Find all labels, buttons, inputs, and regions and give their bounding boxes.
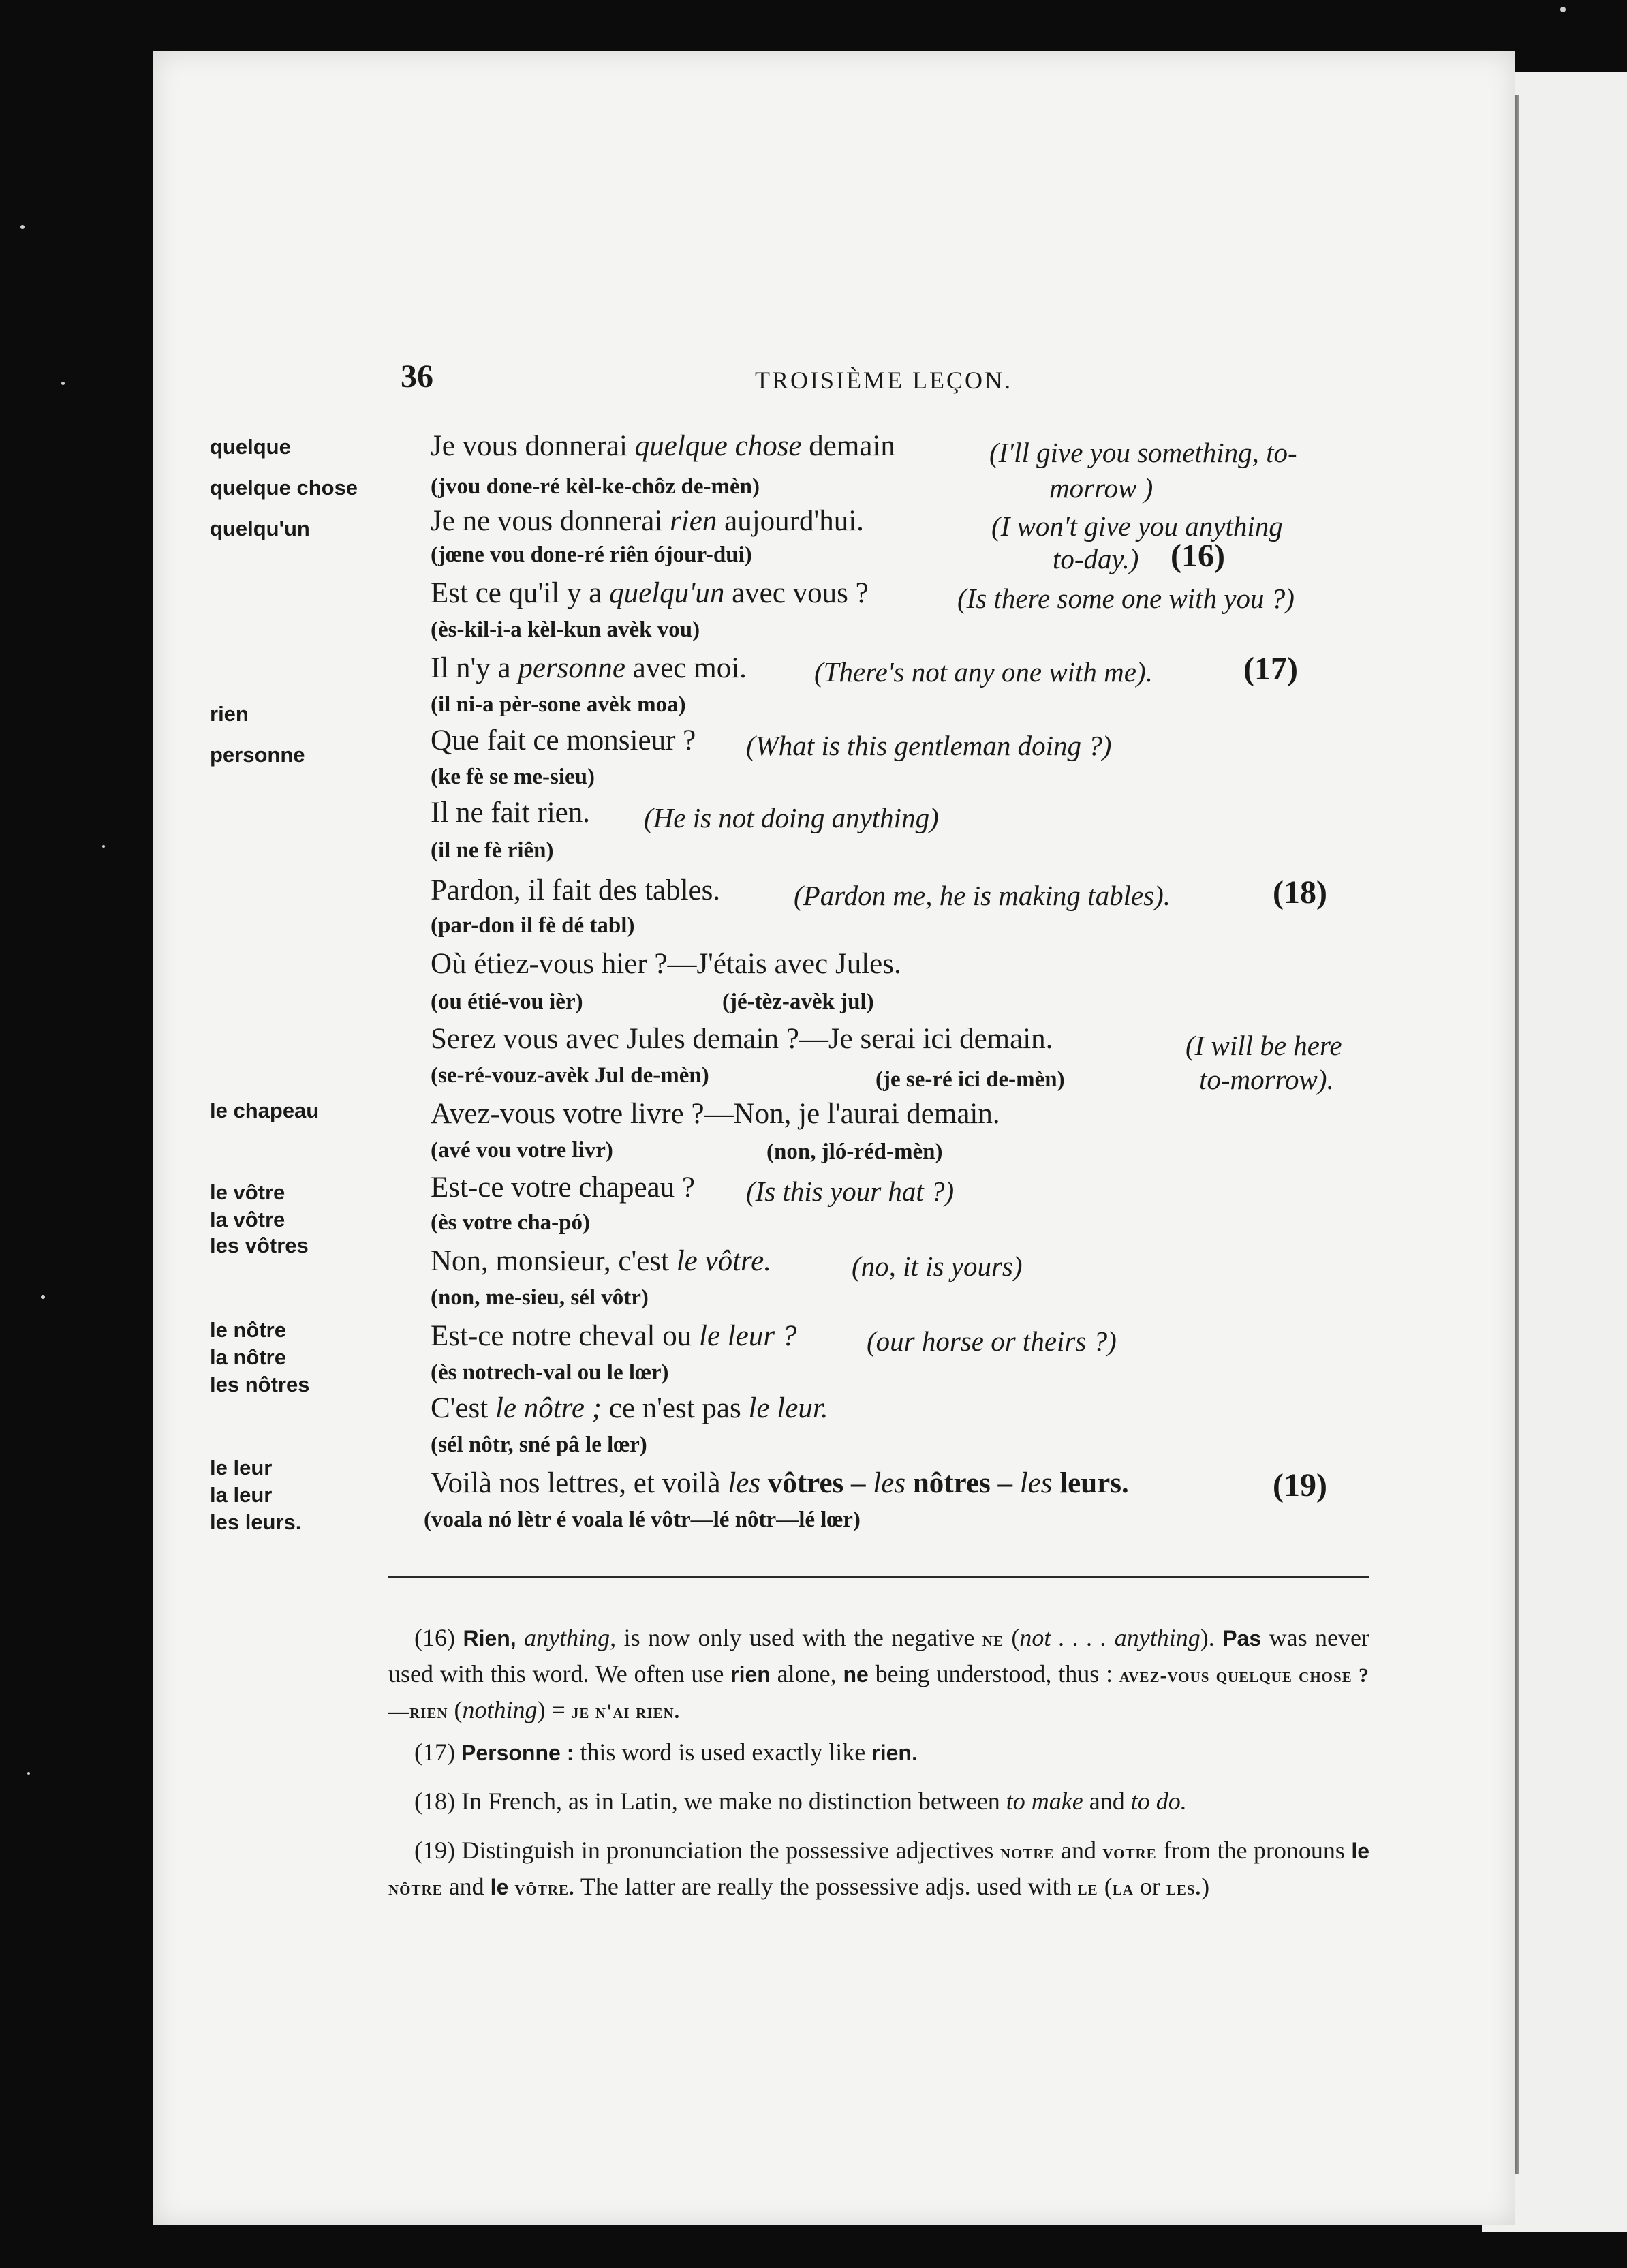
margin-term: quelque xyxy=(210,435,291,459)
margin-term: personne xyxy=(210,743,305,767)
french-sentence: Est-ce notre cheval ou le leur ? xyxy=(431,1320,797,1352)
french-sentence: Voilà nos lettres, et voilà les vôtres – les nôtres – les leurs. xyxy=(431,1467,1129,1499)
english-gloss: (There's not any one with me). xyxy=(814,656,1153,688)
english-gloss: (He is not doing anything) xyxy=(644,802,939,833)
french-sentence: Je vous donnerai quelque chose demain xyxy=(431,430,895,462)
margin-term: les nôtres xyxy=(210,1373,310,1396)
english-gloss: (Is this your hat ?) xyxy=(746,1176,955,1207)
english-gloss: (Is there some one with you ?) xyxy=(957,583,1295,614)
pronunciation: (non, jló-réd-mèn) xyxy=(766,1139,943,1164)
pronunciation: (jé-tèz-avèk jul) xyxy=(722,990,874,1014)
footnote-17: (17) Personne : this word is used exactly like rien. xyxy=(414,1738,918,1766)
pronunciation: (il ne fè riên) xyxy=(431,838,554,863)
english-gloss: (I won't give you anything xyxy=(991,510,1283,542)
french-sentence: Que fait ce monsieur ? xyxy=(431,724,696,756)
pronunciation: (sél nôtr, sné pâ le lœr) xyxy=(431,1432,647,1457)
pronunciation: (par-don il fè dé tabl) xyxy=(431,913,635,938)
page-number: 36 xyxy=(401,358,433,395)
page-header xyxy=(0,358,1627,399)
margin-term: la nôtre xyxy=(210,1345,286,1369)
english-gloss: (Pardon me, he is making tables). xyxy=(794,880,1171,911)
pronunciation: (ke fè se me-sieu) xyxy=(431,765,595,789)
french-sentence: Il ne fait rien. xyxy=(431,797,591,829)
english-gloss: (What is this gentleman doing ?) xyxy=(746,730,1112,761)
french-sentence: Non, monsieur, c'est le vôtre. xyxy=(431,1245,772,1277)
pronunciation: (voala nó lètr é voala lé vôtr—lé nôtr—lé lœr) xyxy=(424,1507,861,1532)
french-sentence: C'est le nôtre ; ce n'est pas le leur. xyxy=(431,1392,828,1424)
pronunciation: (ès notrech-val ou le lœr) xyxy=(431,1360,669,1385)
margin-term: les vôtres xyxy=(210,1233,309,1257)
pronunciation: (ès votre cha-pó) xyxy=(431,1210,590,1235)
pronunciation: (avé vou votre livr) xyxy=(431,1138,613,1163)
pronunciation: (ou étié-vou ièr) xyxy=(431,990,583,1014)
french-sentence: Il n'y a personne avec moi. xyxy=(431,652,747,684)
french-sentence: Est ce qu'il y a quelqu'un avec vous ? xyxy=(431,577,869,609)
note-reference: (18) xyxy=(1273,874,1327,910)
pronunciation: (jœne vou done-ré riên ójour-dui) xyxy=(431,542,752,567)
french-sentence: Serez vous avec Jules demain ?—Je serai ici demain. xyxy=(431,1023,1053,1055)
footnote-18: (18) In French, as in Latin, we make no distinction between to make and to do. xyxy=(414,1788,1187,1815)
note-reference: (17) xyxy=(1243,651,1298,687)
margin-term: la leur xyxy=(210,1483,273,1507)
english-gloss: to-day.) xyxy=(1053,543,1139,574)
english-gloss: (I will be here xyxy=(1186,1030,1342,1061)
pronunciation: (il ni-a pèr-sone avèk moa) xyxy=(431,692,686,717)
pronunciation: (non, me-sieu, sél vôtr) xyxy=(431,1285,649,1310)
margin-term: les leurs. xyxy=(210,1510,302,1534)
margin-term: le nôtre xyxy=(210,1318,286,1342)
margin-term: quelque chose xyxy=(210,476,358,500)
margin-term: la vôtre xyxy=(210,1208,285,1231)
margin-term: le leur xyxy=(210,1456,273,1480)
margin-term: le vôtre xyxy=(210,1180,285,1204)
english-gloss: (I'll give you something, to- xyxy=(989,437,1297,468)
footnote-divider xyxy=(388,1576,1369,1578)
french-sentence: Où étiez-vous hier ?—J'étais avec Jules. xyxy=(431,948,901,980)
french-sentence: Pardon, il fait des tables. xyxy=(431,874,721,906)
french-sentence: Je ne vous donnerai rien aujourd'hui. xyxy=(431,505,864,537)
footnote-19: (19) Distinguish in pronunciation the possessive adjectives notre and votre from the pronouns le nôtre and le vôtre. The latter are really the possessive adjs. used with le (la or les.) xyxy=(388,1837,1370,1900)
margin-term: rien xyxy=(210,702,249,726)
pronunciation: (se-ré-vouz-avèk Jul de-mèn) xyxy=(431,1063,709,1088)
english-gloss: (no, it is yours) xyxy=(852,1251,1023,1282)
pronunciation: (je se-ré ici de-mèn) xyxy=(876,1067,1065,1092)
pronunciation: (ès-kil-i-a kèl-kun avèk vou) xyxy=(431,617,700,642)
english-gloss: (our horse or theirs ?) xyxy=(867,1325,1117,1357)
margin-term: quelqu'un xyxy=(210,517,310,540)
french-sentence: Est-ce votre chapeau ? xyxy=(431,1171,695,1204)
note-reference: (16) xyxy=(1171,538,1225,574)
english-gloss: morrow ) xyxy=(1049,472,1153,504)
margin-term: le chapeau xyxy=(210,1099,320,1122)
english-gloss: to-morrow). xyxy=(1199,1064,1334,1095)
french-sentence: Avez-vous votre livre ?—Non, je l'aurai demain. xyxy=(431,1098,1000,1130)
note-reference: (19) xyxy=(1273,1467,1327,1503)
footnote-16: (16) Rien, anything, is now only used with the negative ne (not . . . . anything). Pas was never used with this word. We often use rien alone, ne being understood, thus : avez-vous quelque chose ?—rien (nothing) = je n'ai rien. xyxy=(388,1624,1370,1723)
running-title: TROISIÈME LEÇON. xyxy=(755,367,1012,394)
pronunciation: (jvou done-ré kèl-ke-chôz de-mèn) xyxy=(431,474,760,499)
